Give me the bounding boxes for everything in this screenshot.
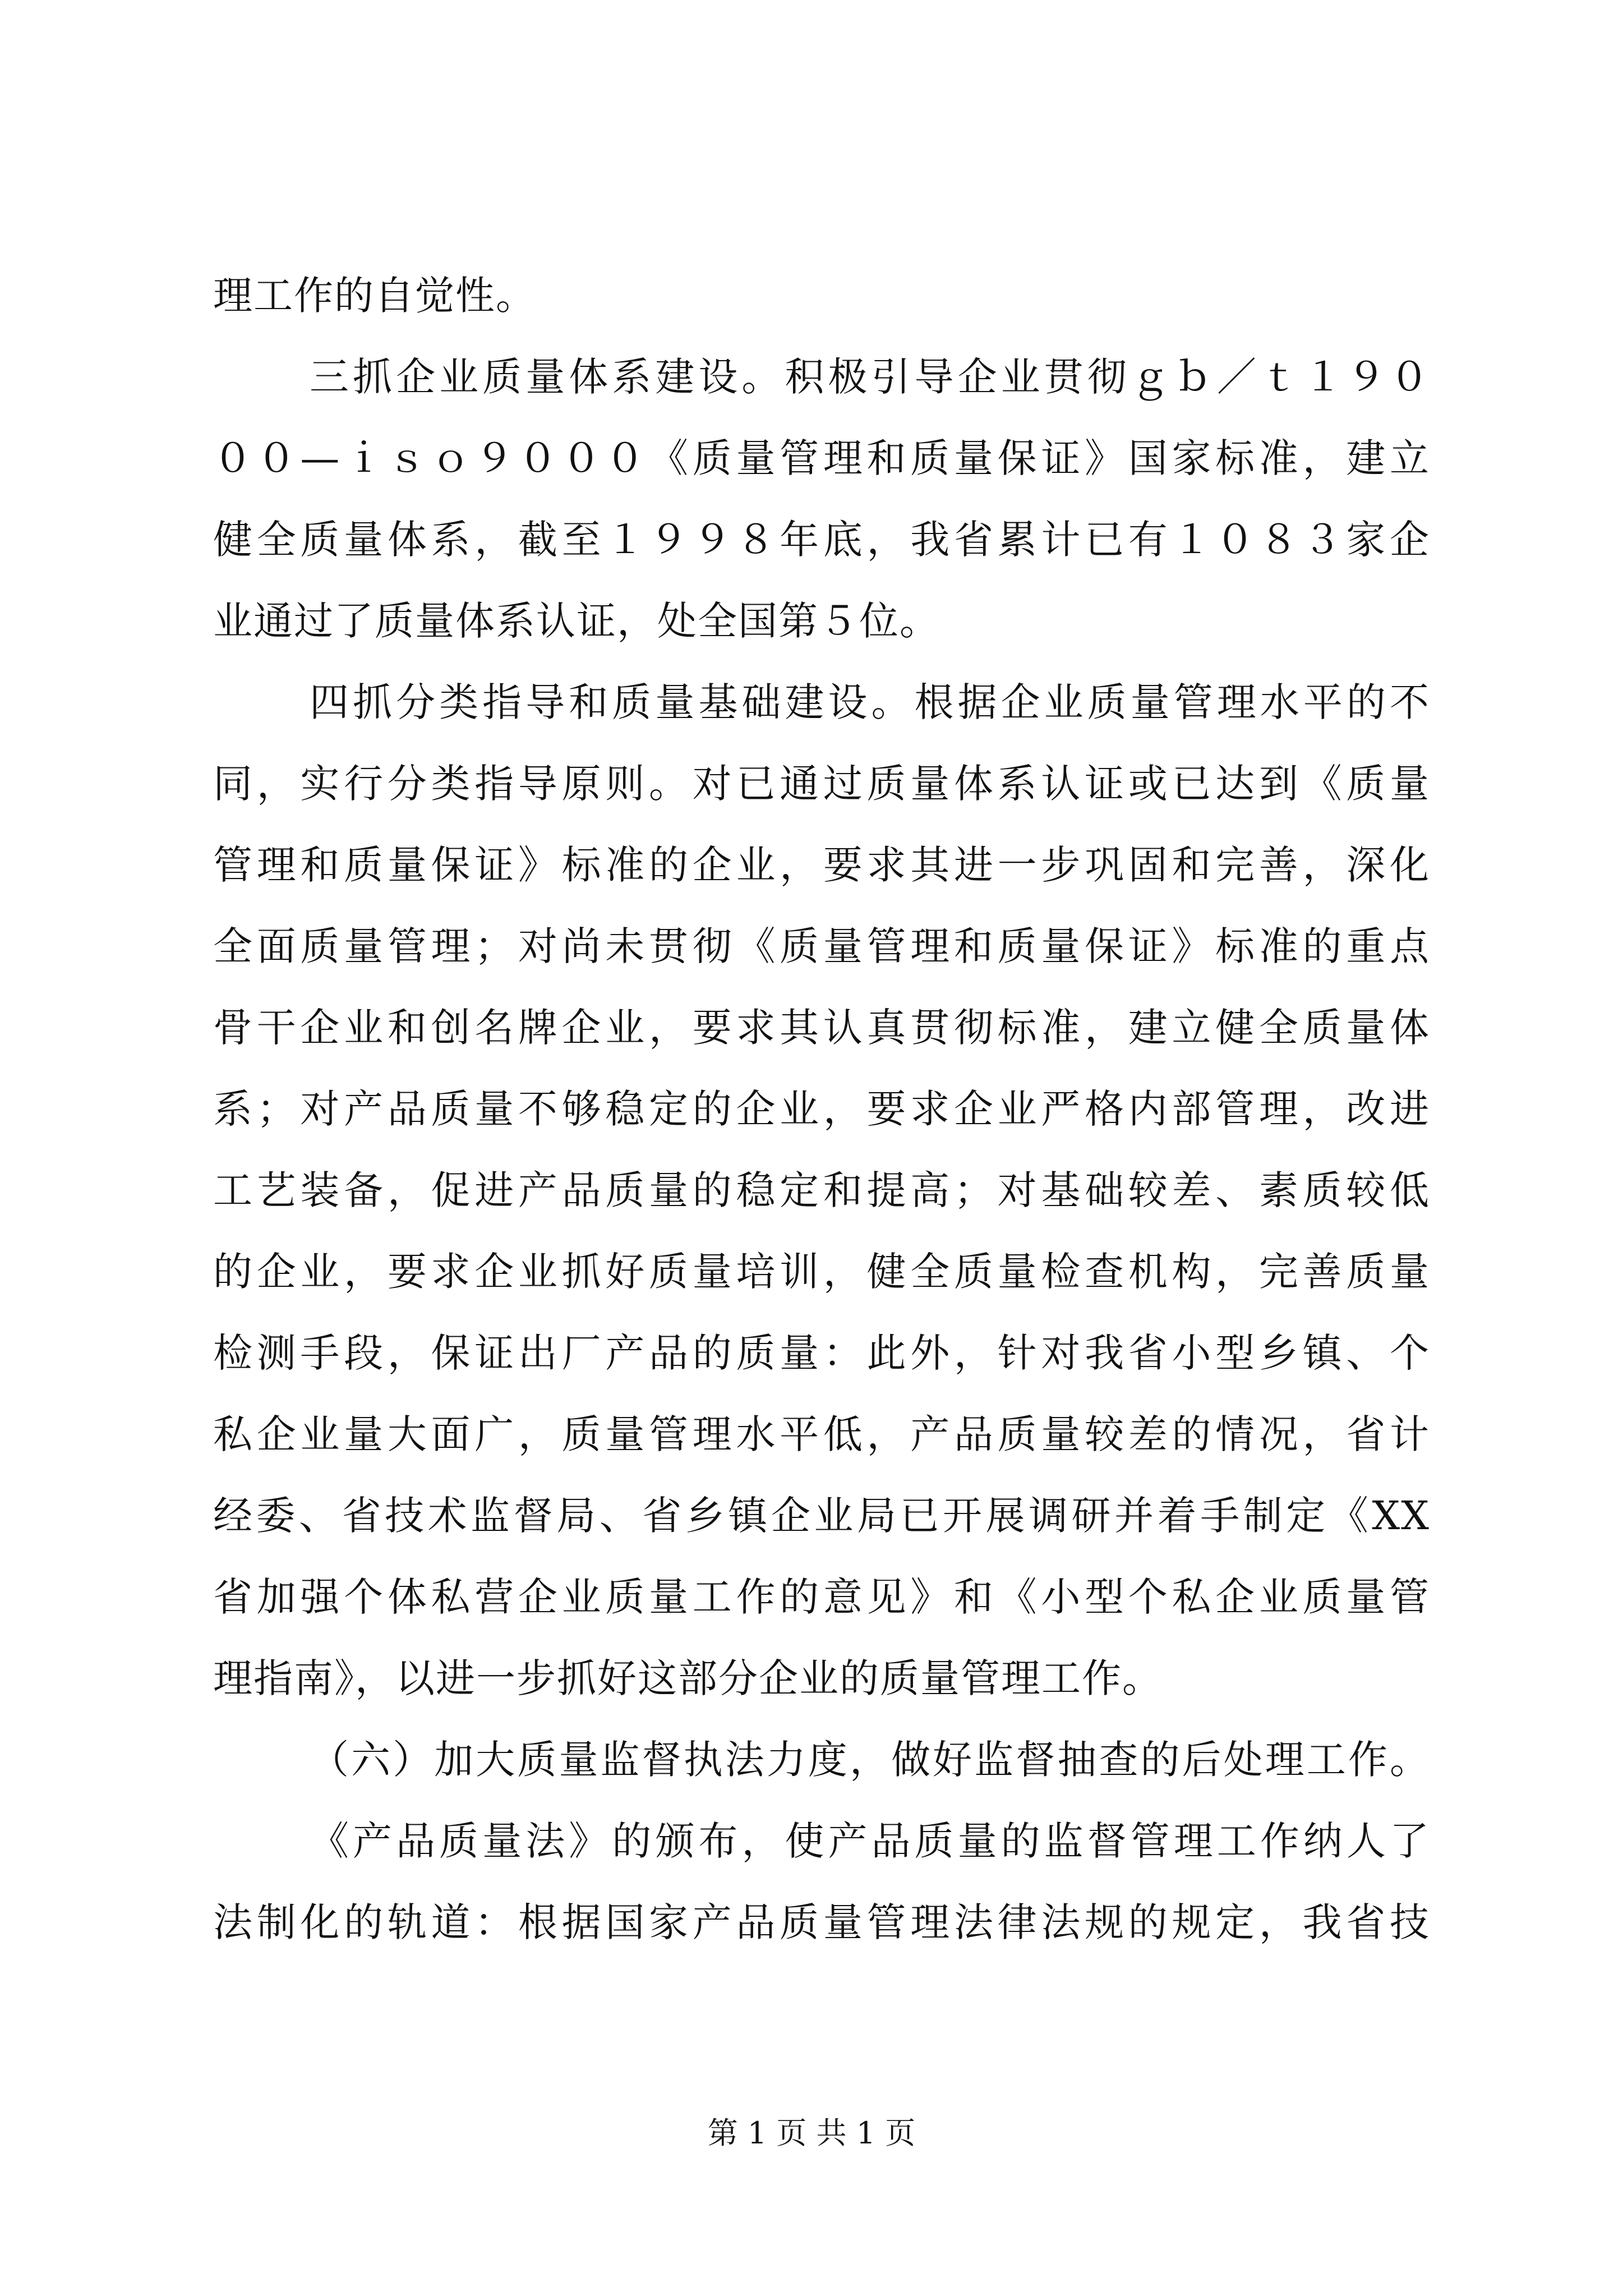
text-line: 同，实行分类指导原则。对已通过质量体系认证或已达到《质量 — [213, 761, 1430, 807]
section-heading: （六）加大质量监督执法力度，做好监督抽查的后处理工作。 — [310, 1737, 1430, 1783]
text-line: 全面质量管理；对尚未贯彻《质量管理和质量保证》标准的重点 — [213, 923, 1430, 969]
text-line: 经委、省技术监督局、省乡镇企业局已开展调研并着手制定《XX — [213, 1493, 1430, 1539]
text-line: 法制化的轨道：根据国家产品质量管理法律法规的规定，我省技 — [213, 1899, 1430, 1945]
text-line: 工艺装备，促进产品质量的稳定和提高；对基础较差、素质较低 — [213, 1167, 1430, 1213]
text-line: 管理和质量保证》标准的企业，要求其进一步巩固和完善，深化 — [213, 842, 1430, 888]
text-line: 私企业量大面广，质量管理水平低，产品质量较差的情况，省计 — [213, 1411, 1430, 1457]
text-line: 骨干企业和创名牌企业，要求其认真贯彻标准，建立健全质量体 — [213, 1005, 1430, 1051]
document-body — [213, 255, 1430, 1963]
text-line: 的企业，要求企业抓好质量培训，健全质量检查机构，完善质量 — [213, 1249, 1430, 1295]
text-line: 理指南》，以进一步抓好这部分企业的质量管理工作。 — [213, 1655, 1163, 1701]
text-line: 系；对产品质量不够稳定的企业，要求企业严格内部管理，改进 — [213, 1086, 1430, 1132]
text-line: 业通过了质量体系认证，处全国第５位。 — [213, 598, 940, 644]
text-line: 省加强个体私营企业质量工作的意见》和《小型个私企业质量管 — [213, 1574, 1430, 1620]
page-footer: 第 1 页 共 1 页 — [707, 2115, 916, 2151]
text-line: ００—ｉｓｏ９０００《质量管理和质量保证》国家标准，建立 — [213, 435, 1430, 481]
text-line: 检测手段，保证出厂产品的质量：此外，针对我省小型乡镇、个 — [213, 1330, 1430, 1376]
text-line: 三抓企业质量体系建设。积极引导企业贯彻ｇｂ／ｔ１９０ — [310, 354, 1430, 400]
text-line: 《产品质量法》的颁布，使产品质量的监督管理工作纳人了 — [310, 1818, 1430, 1864]
text-line: 健全质量体系，截至１９９８年底，我省累计已有１０８３家企 — [213, 517, 1430, 563]
text-line: 四抓分类指导和质量基础建设。根据企业质量管理水平的不 — [310, 679, 1430, 725]
text-line: 理工作的自觉性。 — [213, 273, 536, 319]
